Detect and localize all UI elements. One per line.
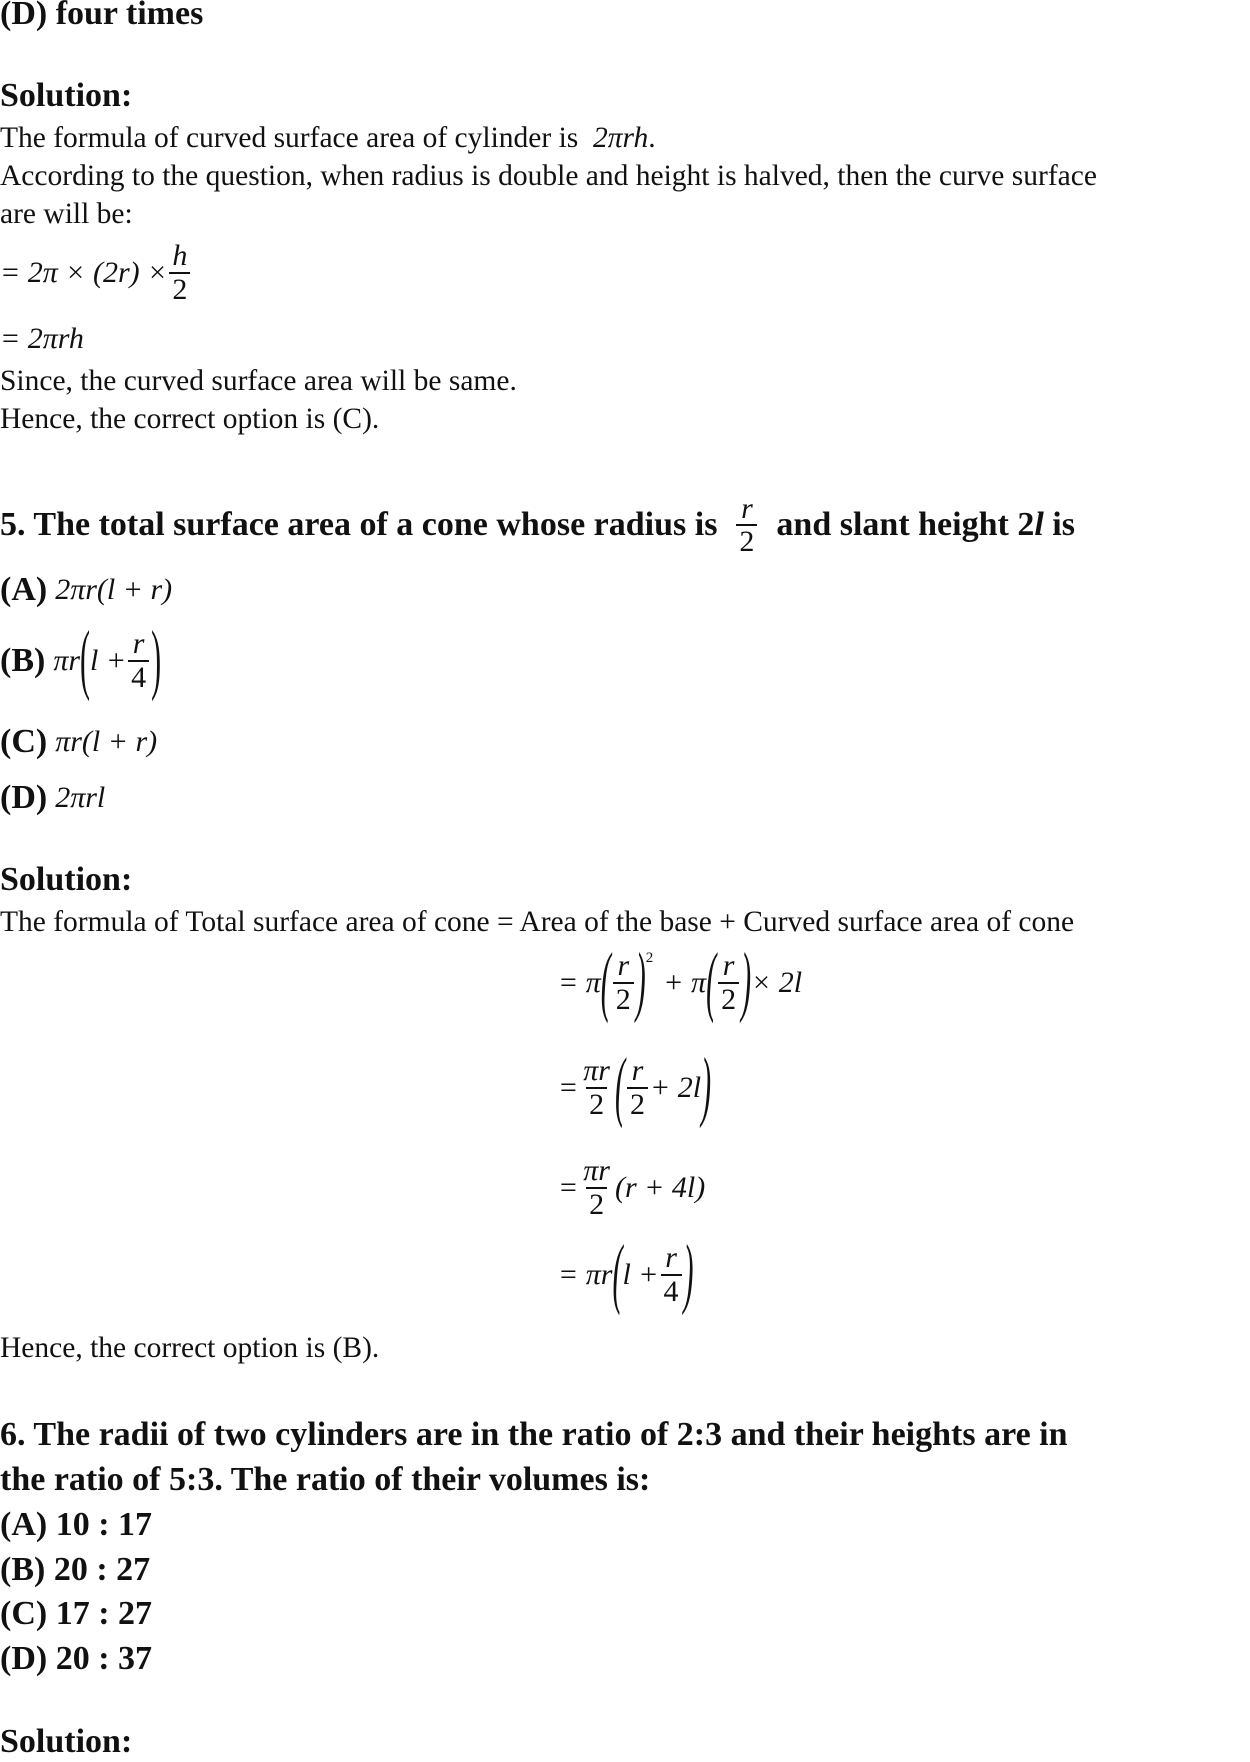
q5-option-b bbox=[0, 616, 162, 703]
q5-question-var: l bbox=[1034, 506, 1044, 543]
q5-option-d-expr: 2πrl bbox=[55, 781, 106, 814]
q5-question-pre: 5. The total surface area of a cone whose radius is bbox=[0, 506, 718, 543]
q6-solution-title: Solution: bbox=[0, 1723, 133, 1760]
q6-option-b: (B) 20 : 27 bbox=[0, 1551, 151, 1588]
q5-option-d bbox=[0, 778, 105, 818]
q5-question bbox=[0, 490, 1075, 560]
q5-option-b-pre: πr bbox=[53, 643, 81, 677]
q4-line1-end: . bbox=[648, 122, 656, 154]
q5-step4-rparen: ) bbox=[683, 1230, 694, 1317]
q4-line1-expr: 2πrh bbox=[593, 122, 649, 154]
q5-option-a-label: (A) bbox=[0, 571, 48, 608]
q5-step1-tail: × 2l bbox=[751, 965, 803, 999]
q5-step2-tail: + 2l bbox=[649, 1070, 702, 1104]
q5-step1-lparen: ( bbox=[600, 938, 611, 1025]
q4-line2: According to the question, when radius is double and height is halved, then the curve surface bbox=[0, 160, 1097, 192]
q5-step4-num: r bbox=[665, 1241, 677, 1274]
q5-question-frac-den: 2 bbox=[736, 524, 757, 558]
q4-step1-prefix: = 2π × (2r) × bbox=[0, 255, 168, 289]
q5-step4-eq: = πr bbox=[558, 1257, 613, 1291]
q6-option-c: (C) 17 : 27 bbox=[0, 1595, 153, 1632]
q5-step4-in: l + bbox=[622, 1257, 659, 1291]
q5-step1-num: r bbox=[617, 949, 630, 982]
q4-step2: = 2πrh bbox=[0, 322, 84, 355]
q5-step1-eq: = π bbox=[558, 965, 601, 999]
q4-step1-den: 2 bbox=[169, 272, 190, 306]
q5-step1-rparen: ) bbox=[635, 938, 646, 1025]
q5-option-b-num: r bbox=[132, 627, 145, 660]
q5-step2-lparen: ( bbox=[614, 1043, 625, 1130]
q5-question-post: and slant height 2 bbox=[776, 506, 1035, 543]
q5-option-b-den: 4 bbox=[128, 660, 149, 694]
q5-step1-rparen2: ) bbox=[741, 938, 752, 1025]
q5-step2-den: 2 bbox=[586, 1087, 607, 1121]
q5-option-c bbox=[0, 722, 157, 762]
q4-line1 bbox=[0, 120, 656, 156]
q5-step2-frac bbox=[580, 1055, 613, 1120]
q5-question-fraction bbox=[736, 493, 757, 558]
q5-step2-eq: = bbox=[558, 1070, 579, 1104]
q5-option-d-label: (D) bbox=[0, 779, 48, 816]
q5-step2 bbox=[558, 1043, 712, 1130]
q5-step2-den2: 2 bbox=[627, 1087, 648, 1121]
q6-option-d: (D) 20 : 37 bbox=[0, 1640, 153, 1677]
q5-step4-frac bbox=[661, 1242, 682, 1307]
q5-option-b-rparen: ) bbox=[151, 616, 162, 703]
q4-step1 bbox=[0, 240, 192, 305]
q5-option-b-in: l + bbox=[90, 643, 127, 677]
q5-step3-frac bbox=[580, 1155, 613, 1220]
q5-step3-eq: = bbox=[558, 1170, 579, 1204]
q6-question-line1: 6. The radii of two cylinders are in the ratio of 2:3 and their heights are in bbox=[0, 1416, 1068, 1453]
q5-step1-lparen2: ( bbox=[706, 938, 717, 1025]
q5-step1 bbox=[558, 938, 803, 1025]
q5-step4-lparen: ( bbox=[612, 1230, 623, 1317]
q5-step3-den: 2 bbox=[586, 1187, 607, 1221]
q6-question-line2: the ratio of 5:3. The ratio of their volumes is: bbox=[0, 1461, 651, 1498]
q4-line3: are will be: bbox=[0, 198, 133, 230]
q5-question-end: is bbox=[1052, 506, 1075, 543]
q5-step3 bbox=[558, 1155, 705, 1220]
q5-question-frac-num: r bbox=[741, 491, 753, 525]
q5-step1-plus: + π bbox=[663, 965, 707, 999]
q5-step1-den2: 2 bbox=[718, 982, 739, 1016]
q5-option-b-label: (B) bbox=[0, 641, 46, 679]
q5-option-b-lparen: ( bbox=[80, 616, 91, 703]
q5-option-c-expr: πr(l + r) bbox=[55, 725, 158, 758]
q5-option-c-label: (C) bbox=[0, 723, 48, 760]
q4-option-d: (D) four times bbox=[0, 0, 204, 32]
q5-step4-den: 4 bbox=[661, 1274, 682, 1308]
q5-solution-title: Solution: bbox=[0, 861, 133, 898]
q5-step3-tail: (r + 4l) bbox=[614, 1170, 706, 1204]
q5-step2-frac2 bbox=[627, 1055, 648, 1120]
q5-step4 bbox=[558, 1230, 694, 1317]
q5-formula: The formula of Total surface area of cone = Area of the base + Curved surface area of cone bbox=[0, 906, 1075, 938]
q5-step3-num: πr bbox=[583, 1154, 610, 1187]
q5-option-a bbox=[0, 570, 172, 610]
q5-option-b-fraction bbox=[128, 628, 149, 693]
q4-line5: Hence, the correct option is (C). bbox=[0, 403, 380, 435]
q4-line1-text: The formula of curved surface area of cylinder is bbox=[0, 122, 579, 154]
q4-solution-title: Solution: bbox=[0, 77, 133, 114]
q5-step2-num2: r bbox=[631, 1054, 644, 1087]
q4-step1-fraction bbox=[169, 240, 190, 305]
q5-step1-sup: 2 bbox=[645, 950, 654, 966]
q5-step1-num2: r bbox=[722, 949, 735, 982]
q5-step2-num: πr bbox=[583, 1054, 610, 1087]
q5-step1-den: 2 bbox=[613, 982, 634, 1016]
q5-option-a-expr: 2πr(l + r) bbox=[55, 573, 173, 606]
q5-conclusion: Hence, the correct option is (B). bbox=[0, 1332, 380, 1364]
q4-step1-num: h bbox=[172, 239, 188, 272]
q5-step2-rparen: ) bbox=[701, 1043, 712, 1130]
q4-line4: Since, the curved surface area will be same. bbox=[0, 365, 517, 397]
q5-step1-frac2 bbox=[718, 950, 739, 1015]
q5-step1-frac bbox=[613, 950, 634, 1015]
q6-option-a: (A) 10 : 17 bbox=[0, 1506, 153, 1543]
